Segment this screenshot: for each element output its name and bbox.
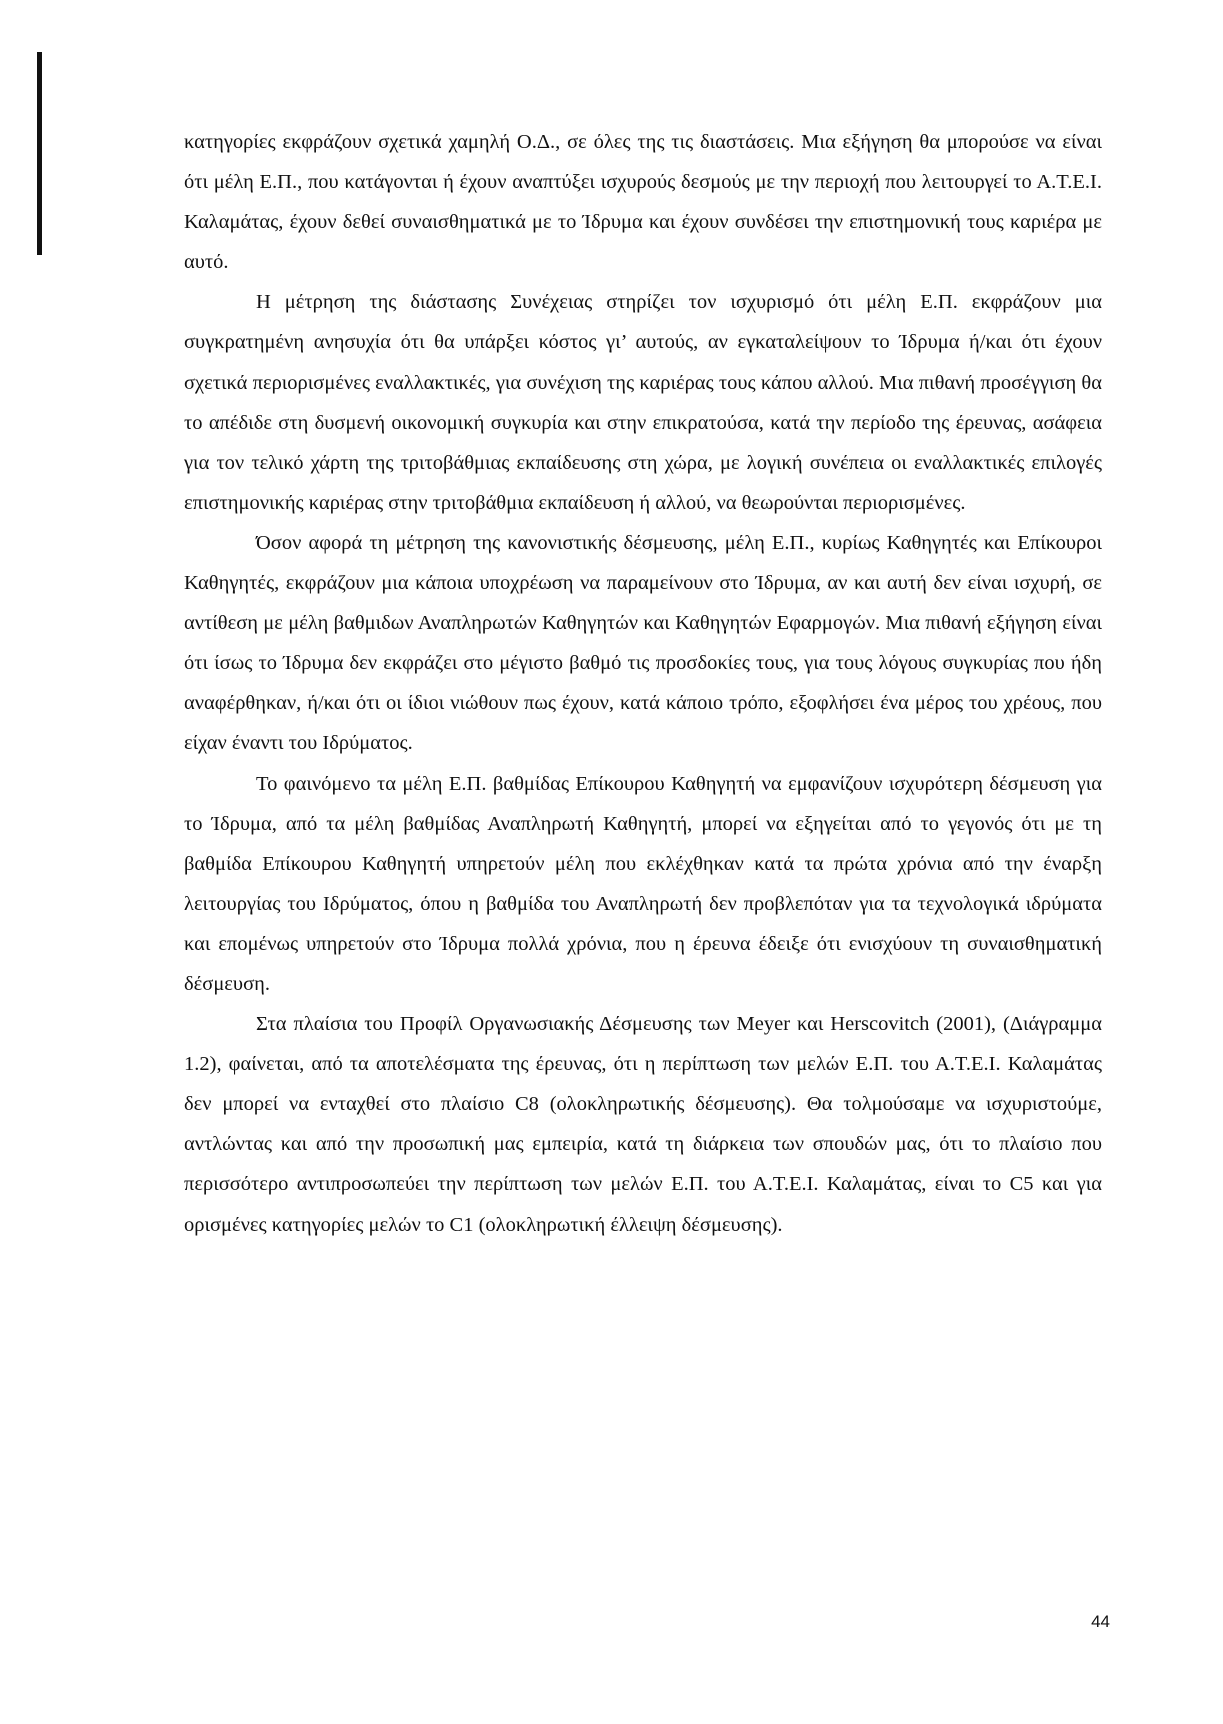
scan-margin-bar	[37, 52, 42, 255]
paragraph-2: Η μέτρηση της διάστασης Συνέχειας στηρίζει τον ισχυρισμό ότι μέλη Ε.Π. εκφράζουν μια συγκρατημένη ανησυχία ότι θα υπάρξει κόστος γι’ αυτούς, αν εγκαταλείψουν το Ίδρυμα ή/και ότι έχουν σχετικά περιορισμένες εναλλακτικές, για συνέχιση της καριέρας τους κάπου αλλού. Μια πιθανή προσέγγιση θα το απέδιδε στη δυσμενή οικονομική συγκυρία και στην επικρατούσα, κατά την περίοδο της έρευνας, ασάφεια για τον τελικό χάρτη της τριτοβάθμιας εκπαίδευσης στη χώρα, με λογική συνέπεια οι εναλλακτικές επιλογές επιστημονικής καριέρας στην τριτοβάθμια εκπαίδευση ή αλλού, να θεωρούνται περιορισμένες.	[184, 291, 1102, 514]
paragraph-3: Όσον αφορά τη μέτρηση της κανονιστικής δέσμευσης, μέλη Ε.Π., κυρίως Καθηγητές και Επίκουροι Καθηγητές, εκφράζουν μια κάποια υποχρέωση να παραμείνουν στο Ίδρυμα, αν και αυτή δεν είναι ισχυρή, σε αντίθεση με μέλη βαθμιδων Αναπληρωτών Καθηγητών και Καθηγητών Εφαρμογών. Μια πιθανή εξήγηση είναι ότι ίσως το Ίδρυμα δεν εκφράζει στο μέγιστο βαθμό τις προσδοκίες τους, για τους λόγους συγκυρίας που ήδη αναφέρθηκαν, ή/και ότι οι ίδιοι νιώθουν πως έχουν, κατά κάποιο τρόπο, εξοφλήσει ένα μέρος του χρέους, που είχαν έναντι του Ιδρύματος.	[184, 531, 1102, 755]
page-number: 44	[1091, 1612, 1110, 1631]
paragraph-4: Το φαινόμενο τα μέλη Ε.Π. βαθμίδας Επίκουρου Καθηγητή να εμφανίζουν ισχυρότερη δέσμευση για το Ίδρυμα, από τα μέλη βαθμίδας Αναπληρωτή Καθηγητή, μπορεί να εξηγείται από το γεγονός ότι με τη βαθμίδα Επίκουρου Καθηγητή υπηρετούν μέλη που εκλέχθηκαν κατά τα πρώτα χρόνια από την έναρξη λειτουργίας του Ιδρύματος, όπου η βαθμίδα του Αναπληρωτή δεν προβλεπόταν για τα τεχνολογικά ιδρύματα και επομένως υπηρετούν στο Ίδρυμα πολλά χρόνια, που η έρευνα έδειξε ότι ενισχύουν τη συναισθηματική δέσμευση.	[184, 772, 1102, 995]
page-body	[184, 122, 1102, 1245]
paragraph-5: Στα πλαίσια του Προφίλ Οργανωσιακής Δέσμευσης των Meyer και Herscovitch (2001), (Διάγραμμα 1.2), φαίνεται, από τα αποτελέσματα της έρευνας, ότι η περίπτωση των μελών Ε.Π. του Α.Τ.Ε.Ι. Καλαμάτας δεν μπορεί να ενταχθεί στο πλαίσιο C8 (ολοκληρωτικής δέσμευσης). Θα τολμούσαμε να ισχυριστούμε, αντλώντας και από την προσωπική μας εμπειρία, κατά τη διάρκεια των σπουδών μας, ότι το πλαίσιο που περισσότερο αντιπροσωπεύει την περίπτωση των μελών Ε.Π. του Α.Τ.Ε.Ι. Καλαμάτας, είναι το C5 και για ορισμένες κατηγορίες μελών το C1 (ολοκληρωτική έλλειψη δέσμευσης).	[184, 1013, 1102, 1236]
paragraph-1: κατηγορίες εκφράζουν σχετικά χαμηλή Ο.Δ., σε όλες της τις διαστάσεις. Μια εξήγηση θα μπορούσε να είναι ότι μέλη Ε.Π., που κατάγονται ή έχουν αναπτύξει ισχυρούς δεσμούς με την περιοχή που λειτουργεί το Α.Τ.Ε.Ι. Καλαμάτας, έχουν δεθεί συναισθηματικά με το Ίδρυμα και έχουν συνδέσει την επιστημονική τους καριέρα με αυτό.	[184, 131, 1102, 274]
